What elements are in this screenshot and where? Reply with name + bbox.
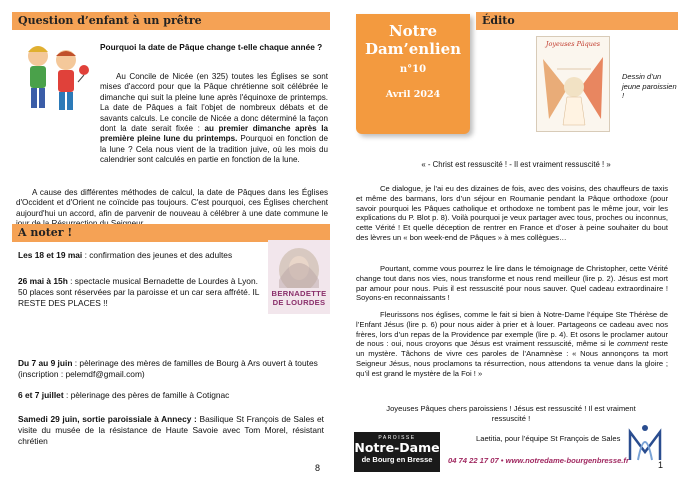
event-1: Les 18 et 19 mai : confirmation des jeunes et des adultes (18, 250, 233, 260)
drawing-label: Joyeuses Pâques (545, 40, 601, 48)
child-drawing (536, 36, 610, 132)
bernadette-portrait (268, 240, 330, 288)
page-number-left: 8 (315, 463, 321, 473)
edito-banner: Édito (476, 12, 678, 30)
event-4: 6 et 7 juillet : pèlerinage des pères de famille à Cotignac (18, 390, 230, 400)
bernadette-title-2: DE LOURDES (272, 298, 326, 307)
event-5: Samedi 29 juin, sortie paroissiale à Annecy : Basilique St François de Sales et visite du musée de la résistance de Haute Savoie avec Tom Morel, résistant chrétien (18, 414, 324, 446)
signature: Laetitia, pour l’équipe St François de Sales (476, 434, 621, 443)
question-paragraph-2: A cause des différentes méthodes de calcul, la date de Pâques dans les Églises d'Occident et d'Orient ne coïncide pas toujours. C'est pourquoi, ces Églises cherchent aujourd'hui un accord, afin de parvenir de nouveau à célébrer à une date commune le (16, 188, 328, 218)
drawing-caption: Dessin d’un jeune paroissien ! (622, 72, 677, 100)
drawing-illustration (537, 49, 609, 129)
bernadette-poster (268, 240, 330, 314)
anoter-banner: A noter ! (12, 224, 330, 242)
issue-date: Avril 2024 (385, 89, 441, 100)
question-paragraph-1: Au Concile de Nicée (en 325) toutes les Églises se sont mises d'accord pour que la Pâque chrétienne soit célébrée le dimanche qui suit la pleine lune après l'équinoxe de printemps. La date de Pâques a fait l’objet de nombreux débats et de savants calculs. Le concile de Nicée a donc déterminé la façon dont la date serait fixée : au premier dimanche après la première pleine lune du printemps. Pourquoi en fonction de la lune ? Cela nous vient de la tradition juive, où les mois du calendrier sont calculés en partie en fonction de la lune. (100, 72, 329, 165)
easter-quote: « - Christ est ressuscité ! - Il est vraiment ressuscité ! » (421, 160, 611, 169)
edito-paragraph-3: Fleurissons nos églises, comme le fait si bien à Notre-Dame l’équipe Ste Thérèse de l’Enfant Jésus (lire p. 6) pour nous aider à prier et à louer. Partageons ce cadeau avec nos frères, lors d’un repas de la Providence par exemple (lire p. 4). Et osons le proclamer autour de nous : oui, nous croyons que Jésus est vraiment ressuscité, même si le comment reste un mystère. Tâchons de vivre ces paroles de l’Anamnèse : « Nous annonçons ta mort Seigneur Jésus, nous proclamons ta résurrection, nous attendons ta venue dans la gloire ; qu’il est grand le mystère de la Foi ! » (356, 310, 668, 378)
key-answer: au premier dimanche après la première pleine lune du printemps. (100, 124, 329, 144)
children-illustration (14, 38, 94, 118)
right-page (340, 0, 680, 481)
logo-city: de Bourg en Bresse (361, 455, 433, 464)
logo-paroisse: PAROISSE (378, 435, 416, 441)
edito-paragraph-2: Pourtant, comme vous pourrez le lire dans le témoignage de Christopher, cette Vérité change tout dans nos vies, nous transforme et nous rend meilleur (lire p. 2). Jésus est mort par amour pour nous. Puis il est ressuscité pour nous sauver. Quel cadeau extraordinaire ! Soyons-en reconnaissants ! (356, 264, 668, 303)
easter-closing: Joyeuses Pâques chers paroissiens ! Jésus est ressuscité ! Il est vraiment ressuscité ! (386, 404, 636, 423)
contact-line: 04 74 22 17 07 • www.notredame-bourgenbresse.fr (448, 456, 629, 465)
page-number-right: 1 (658, 460, 664, 470)
title-line-1: Notre (388, 22, 438, 40)
bernadette-title-1: BERNADETTE (271, 289, 327, 298)
title-line-2: Dam’enlien (364, 40, 462, 58)
issue-number: n°10 (399, 64, 427, 75)
newsletter-title-box (356, 14, 470, 134)
question-text: Pourquoi la date de Pâque change t-elle chaque année ? (100, 42, 323, 52)
event-3: Du 7 au 9 juin : pèlerinage des mères de familles de Bourg à Ars ouvert à toutes (inscription : pelemdf@gmail.com) (18, 358, 318, 379)
question-banner: Question d’enfant à un prêtre (12, 12, 330, 30)
logo-name: Notre-Dame (354, 440, 440, 455)
parish-logo (354, 432, 440, 472)
event-2: 26 mai à 15h : spectacle musical Bernadette de Lourdes à Lyon. 50 places sont réservées par la paroisse et un car sera affrété. IL RESTE DES PLACES !! (18, 276, 260, 308)
edito-paragraph-1: Ce dialogue, je l’ai eu des dizaines de fois, avec des voisins, des chauffeurs de taxis et même des barmans, lors d’un séjour en Roumanie pendant la Pâque orthodoxe (pour savoir pourquoi les Pâques catholique et orthodoxe ne tombent pas le même jour, voir les explications du P. Blot p. 8). Voilà pourquoi je veux partager avec tous, proches ou inconnus, cette Vérité ! Et quelle déception de rentrer en France et d’oser à peine souhaiter du bout des lèvres un « bon week-end de Pâques » à mes collègues… (356, 184, 668, 242)
